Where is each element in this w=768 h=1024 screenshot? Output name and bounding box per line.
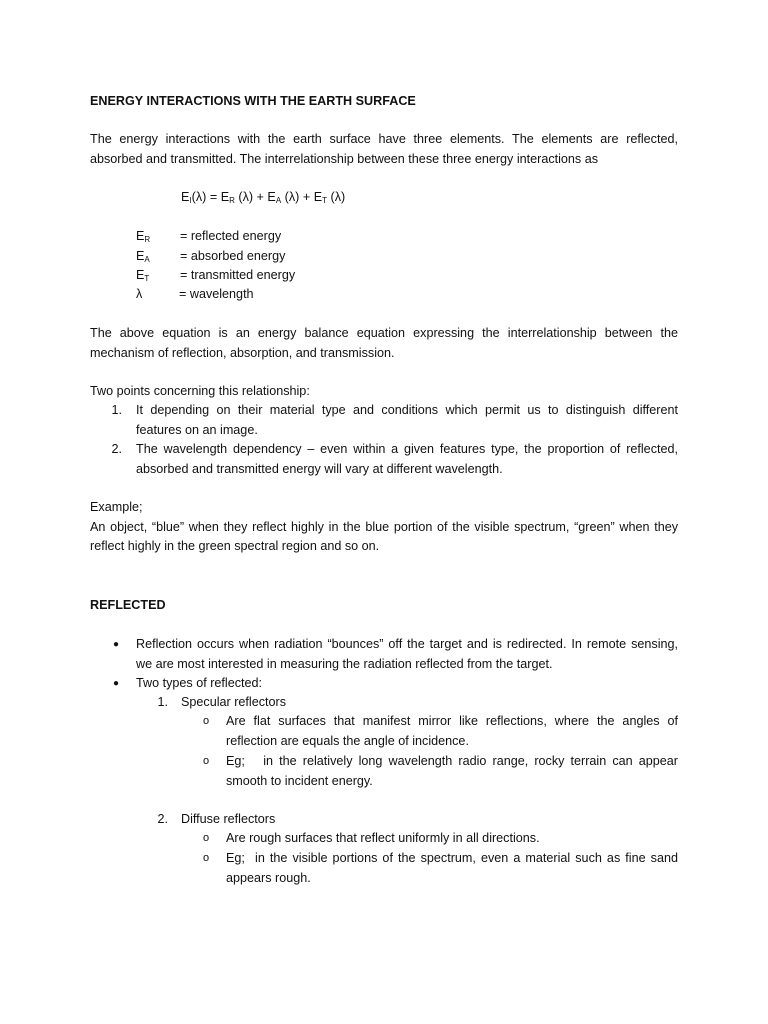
sub-bullet-line-2: reflection are equals the angle of incidence. <box>226 733 469 748</box>
definition-text: = reflected energy <box>180 229 282 243</box>
list-number: 2. <box>111 442 122 456</box>
eq-sub-a: A <box>275 196 282 205</box>
sub-bullet-item <box>226 752 678 791</box>
list-item <box>102 401 678 440</box>
eq-term-e: E <box>220 190 230 204</box>
bullet-line-1: Two types of reflected: <box>136 676 262 690</box>
sub-bullet-line-1: Eg; in the visible portions of the spectrum, even a material such as fine sand <box>226 851 678 865</box>
circle-bullet-icon: o <box>203 755 210 767</box>
circle-bullet-icon: o <box>203 715 210 727</box>
sub-bullet-item <box>226 829 678 849</box>
page-title: ENERGY INTERACTIONS WITH THE EARTH SURFACE <box>90 94 416 108</box>
definition-symbol: $E_A$ <box>136 249 150 264</box>
eq-term-e: E <box>267 190 276 204</box>
list-item-line-2: features on an image. <box>136 422 258 437</box>
intro-paragraph <box>90 130 678 169</box>
definition-text: = absorbed energy <box>180 249 286 263</box>
section-heading-reflected: REFLECTED <box>90 598 166 612</box>
eq-lambda: (λ) <box>281 190 300 204</box>
circle-bullet-icon: o <box>203 832 210 844</box>
example-line-1: An object, “blue” when they reflect highly in the blue portion of the visible spectrum, “green” when they <box>90 519 678 534</box>
intro-line-1: The energy interactions with the earth surface have three elements. The elements are reflected, <box>90 132 678 146</box>
list-number: 1. <box>111 403 122 417</box>
definition-symbol: $E_R$ <box>136 229 151 244</box>
list-item-line-1: It depending on their material type and conditions which permit us to distinguish different <box>136 403 678 417</box>
eq-term-e: E <box>181 190 190 204</box>
eq-sub-r: R <box>229 196 235 205</box>
eq-lambda: (λ) <box>234 190 254 204</box>
sub-bullet-line-1: Are flat surfaces that manifest mirror like reflections, where the angles of <box>226 714 678 728</box>
list-item-line-2: absorbed and transmitted energy will vary at different wavelength. <box>136 461 503 476</box>
example-section <box>90 498 678 557</box>
list-number: 2. <box>157 812 168 826</box>
balance-line-2: mechanism of reflection, absorption, and transmission. <box>90 345 395 360</box>
bullet-line-1: Reflection occurs when radiation “bounces” off the target and is redirected. In remote sensing, <box>136 637 678 651</box>
reflector-type-label: Diffuse reflectors <box>181 812 276 826</box>
definition-text: = transmitted energy <box>180 268 296 282</box>
eq-equals: = <box>206 190 221 204</box>
points-heading: Two points concerning this relationship: <box>90 384 310 398</box>
balance-line-1: The above equation is an energy balance equation expressing the interrelationship between the <box>90 326 678 340</box>
reflector-type <box>148 810 678 830</box>
sub-bullet-line-1: Are rough surfaces that reflect uniformly in all directions. <box>226 831 540 845</box>
reflector-type <box>148 693 678 713</box>
bullet-line-2: we are most interested in measuring the radiation reflected from the target. <box>136 656 553 671</box>
definition-symbol: λ <box>136 287 143 301</box>
eq-sub-i: I <box>189 196 192 205</box>
eq-lambda: (λ) <box>327 190 346 204</box>
eq-plus: + <box>299 190 314 204</box>
list-item <box>102 440 678 479</box>
eq-sub-t: T <box>322 196 328 205</box>
sub-bullet-item <box>226 849 678 888</box>
energy-balance-equation <box>181 188 345 208</box>
eq-term-e: E <box>313 190 323 204</box>
list-number: 1. <box>157 695 168 709</box>
example-heading: Example; <box>90 500 143 514</box>
bullet-item <box>136 674 678 694</box>
circle-bullet-icon: o <box>203 852 210 864</box>
bullet-icon: ● <box>113 678 120 689</box>
eq-plus: + <box>253 190 268 204</box>
definition-symbol: $E_T$ <box>136 268 150 283</box>
bullet-icon: ● <box>113 639 120 650</box>
example-line-2: reflect highly in the green spectral region and so on. <box>90 539 380 554</box>
definition-text: = wavelength <box>179 287 254 301</box>
sub-bullet-line-1: Eg; in the relatively long wavelength radio range, rocky terrain can appear <box>226 754 678 768</box>
balance-paragraph <box>90 324 678 363</box>
intro-line-2: absorbed and transmitted. The interrelationship between these three energy interactions as <box>90 151 599 166</box>
sub-bullet-line-2: appears rough. <box>226 870 311 885</box>
reflector-type-label: Specular reflectors <box>181 695 286 709</box>
list-item-line-1: The wavelength dependency – even within a given features type, the proportion of reflected, <box>136 442 678 456</box>
bullet-item <box>136 635 678 674</box>
sub-bullet-item <box>226 712 678 751</box>
eq-lambda: (λ) <box>191 190 207 204</box>
sub-bullet-line-2: smooth to incident energy. <box>226 773 373 788</box>
